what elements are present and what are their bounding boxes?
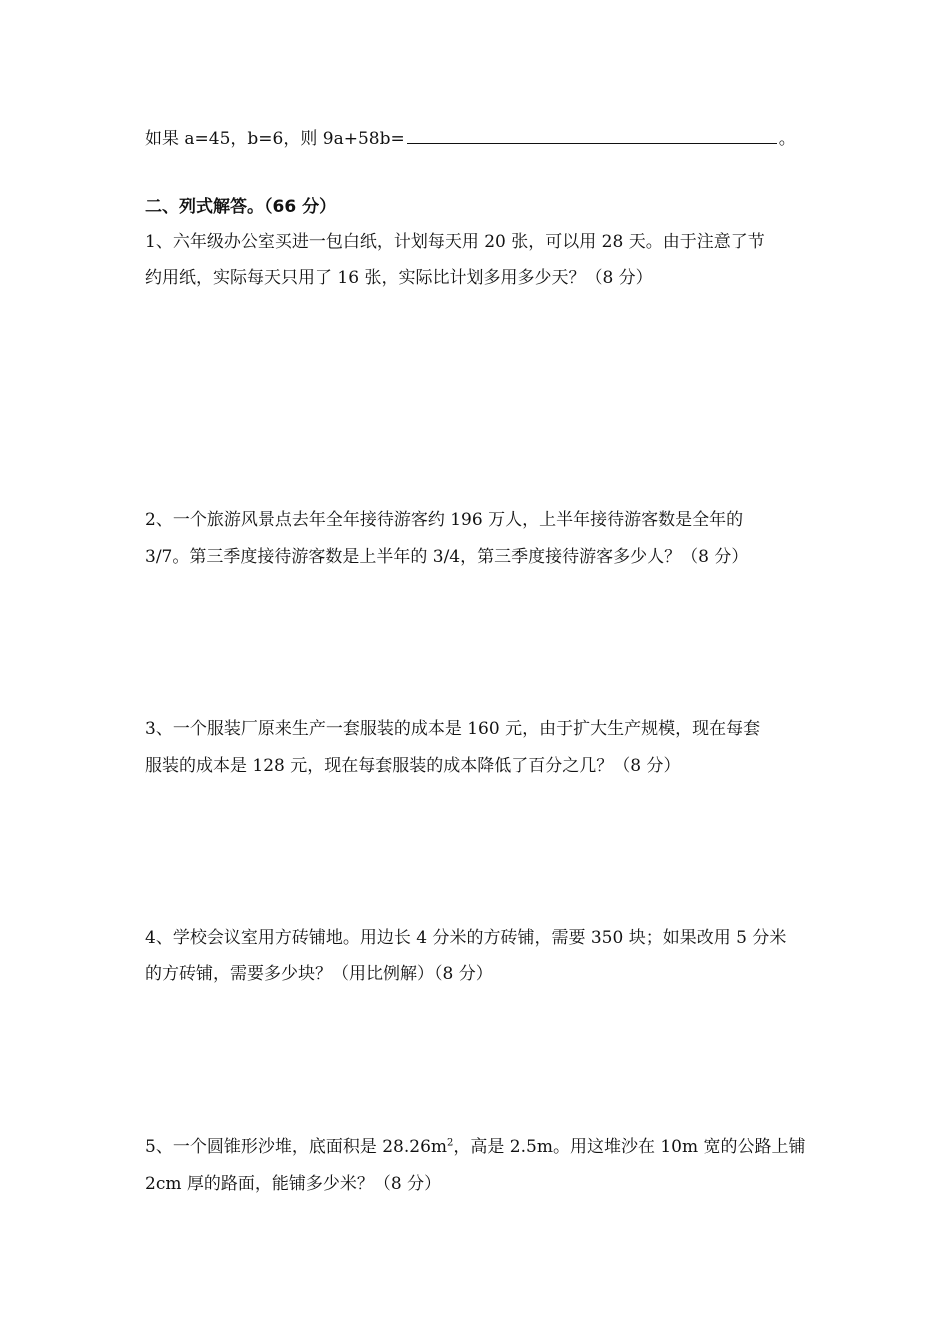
problem-1-line-1: 1、六年级办公室买进一包白纸，计划每天用 20 张，可以用 28 天。由于注意了节: [145, 232, 765, 252]
fill-blank-question: [145, 128, 796, 150]
problem-3-line-2: 服装的成本是 128 元，现在每套服装的成本降低了百分之几？（8 分）: [145, 756, 681, 776]
problem-3-line-1: 3、一个服装厂原来生产一套服装的成本是 160 元，由于扩大生产规模，现在每套: [145, 719, 761, 739]
fill-blank-prefix: 如果 a=45，b=6，则 9a+58b=: [145, 129, 405, 149]
superscript-2: 2: [447, 1137, 454, 1149]
problem-5-line-2: 2cm 厚的路面，能铺多少米？（8 分）: [145, 1174, 442, 1194]
problem-4-line-2: 的方砖铺，需要多少块？（用比例解）（8 分）: [145, 964, 493, 984]
problem-5-line-1b: ，高是 2.5m。用这堆沙在 10m 宽的公路上铺: [453, 1137, 806, 1157]
fill-blank-suffix: 。: [778, 129, 796, 149]
problem-5-line-1: [145, 1136, 806, 1158]
problem-2-line-2: 3/7。第三季度接待游客数是上半年的 3/4，第三季度接待游客多少人？（8 分）: [145, 547, 749, 567]
problem-4-line-1: 4、学校会议室用方砖铺地。用边长 4 分米的方砖铺，需要 350 块；如果改用 5 分米: [145, 928, 787, 948]
answer-blank-line[interactable]: [407, 129, 777, 144]
section-heading: 二、列式解答。（66 分）: [145, 197, 337, 217]
problem-2-line-1: 2、一个旅游风景点去年全年接待游客约 196 万人，上半年接待游客数是全年的: [145, 510, 744, 530]
problem-5-line-1a: 5、一个圆锥形沙堆，底面积是 28.26m: [145, 1137, 448, 1157]
problem-1-line-2: 约用纸，实际每天只用了 16 张，实际比计划多用多少天？（8 分）: [145, 268, 653, 288]
